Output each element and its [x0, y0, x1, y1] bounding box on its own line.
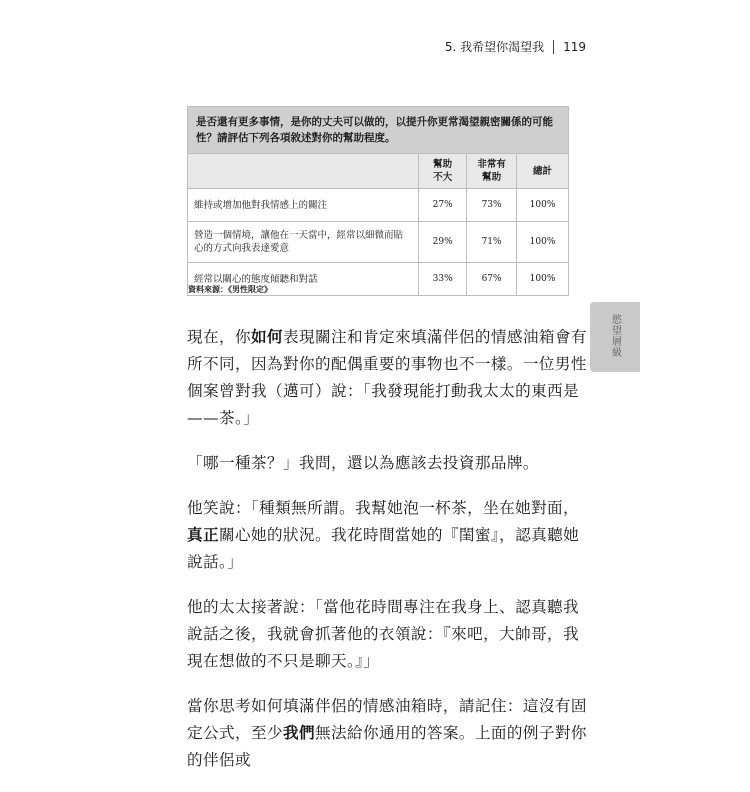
text-run: 表現關注和肯定來填滿伴侶的情感油箱會有所不同，因為對你的配偶重要的事物也不一樣。一位男性個案曾對我（邁可）說：「我發現能打動我太太的東西是——茶。」	[187, 328, 587, 427]
text-run: 當你思考如何填滿伴侶的情感油箱時，請記住：這沒有固定公式，至少	[187, 697, 587, 742]
row-very-helpful: 71%	[467, 222, 517, 263]
row-statement: 維持或增加他對我情感上的關注	[188, 189, 419, 222]
header-label: 幫助 不大	[433, 159, 453, 183]
table-row	[188, 189, 569, 222]
paragraph	[187, 693, 587, 774]
side-tab-label: 慾望層級	[609, 314, 621, 358]
row-total: 100%	[517, 189, 569, 222]
emphasis: 我們	[282, 724, 315, 742]
page-number: 119	[563, 39, 586, 54]
header-total	[517, 154, 569, 189]
row-total: 100%	[517, 222, 569, 263]
text-run: 無法給你通用的答案。上面的例子對你的伴侶或	[187, 724, 587, 769]
row-statement: 營造一個情境，讓他在一天當中，經常以細微而貼心的方式向我表達愛意	[188, 222, 419, 263]
text-run: 「哪一種茶？」我問，還以為應該去投資那品牌。	[187, 454, 539, 472]
row-very-helpful: 73%	[467, 189, 517, 222]
row-statement: 經常以關心的態度傾聽和對話	[188, 263, 419, 296]
text-run: 他笑說：「種類無所謂。我幫她泡一杯茶，坐在她對面，	[187, 499, 580, 517]
section-side-tab	[590, 302, 640, 372]
text-run: 關心她的狀況。我花時間當她的『閨蜜』，認真聽她說話。」	[187, 526, 580, 571]
survey-question: 是否還有更多事情，是你的丈夫可以做的，以提升你更常渴望親密關係的可能性？請評估下列各項敘述對你的幫助程度。	[188, 107, 569, 154]
chapter-title: 5. 我希望你渴望我	[444, 40, 545, 54]
paragraph	[187, 594, 587, 675]
survey-table	[187, 106, 569, 296]
row-not-much-help: 29%	[419, 222, 467, 263]
paragraph	[187, 450, 587, 477]
paragraph	[187, 324, 587, 432]
row-not-much-help: 33%	[419, 263, 467, 296]
row-very-helpful: 67%	[467, 263, 517, 296]
emphasis: 如何	[250, 328, 283, 346]
emphasis: 真正	[187, 526, 219, 544]
header-blank	[188, 154, 419, 189]
table-row	[188, 222, 569, 263]
text-run: 他的太太接著說：「當他花時間專注在我身上、認真聽我說話之後，我就會抓著他的衣領說：『來吧，大帥哥，我現在想做的不只是聊天。』」	[187, 598, 580, 670]
header-divider	[553, 40, 554, 54]
header-label: 總計	[533, 165, 553, 177]
header-not-much-help	[419, 154, 467, 189]
table-header-row	[188, 154, 569, 189]
header-label: 非常有 幫助	[477, 159, 506, 183]
text-run: 現在，你	[187, 328, 251, 346]
row-total: 100%	[517, 263, 569, 296]
body-text	[187, 324, 587, 792]
survey-question-row	[188, 107, 569, 154]
row-not-much-help: 27%	[419, 189, 467, 222]
header-very-helpful	[467, 154, 517, 189]
running-header	[445, 38, 586, 55]
paragraph	[187, 495, 587, 576]
table-source: 資料來源：《男性限定》	[188, 285, 272, 294]
